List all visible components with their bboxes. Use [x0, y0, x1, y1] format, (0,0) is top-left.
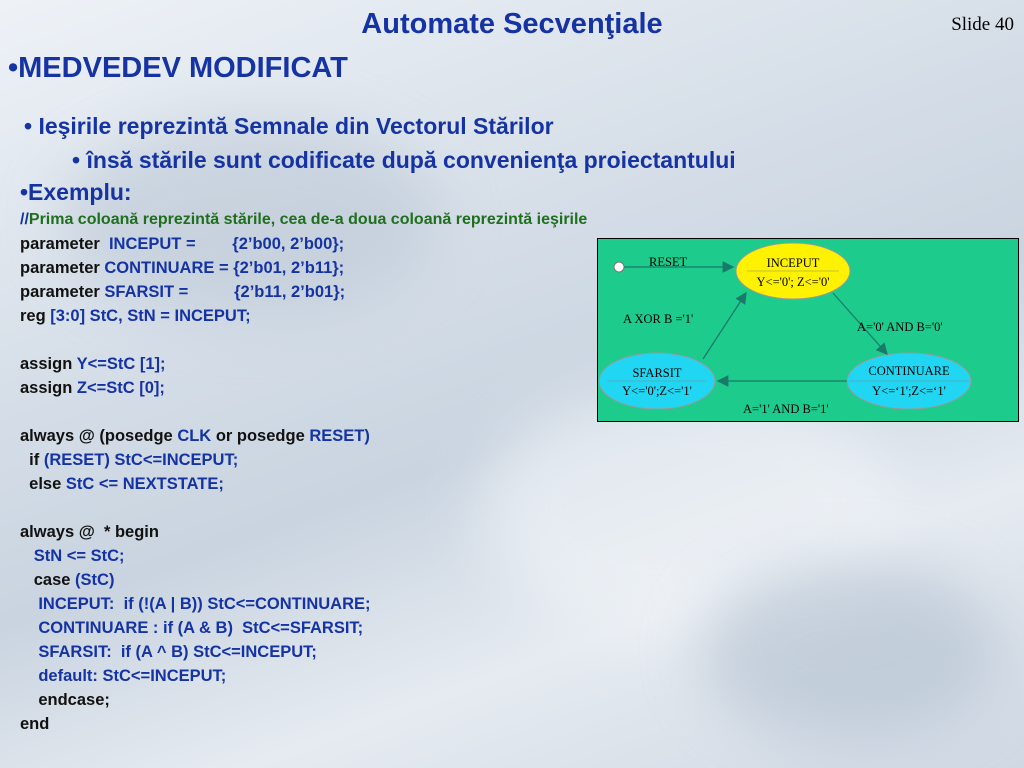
code-keyword: reg [20, 307, 51, 325]
transition-label-continuare-sfarsit: A='1' AND B='1' [743, 402, 829, 416]
code-line [20, 619, 363, 638]
code-keyword: always @ * begin [20, 523, 159, 541]
comment-prefix: // [20, 211, 29, 228]
code-line [20, 355, 166, 374]
code-keyword: parameter [20, 259, 105, 277]
code-keyword: case [20, 571, 76, 589]
code-value: Y<=StC [1]; [76, 355, 166, 373]
state-continuare-output: Y<=‘1';Z<=‘1' [872, 384, 946, 398]
code-keyword: assign [20, 379, 77, 397]
slide-number: Slide 40 [951, 14, 1014, 35]
comment-text: Prima coloană reprezintă stările, cea de-a doua coloană reprezintă ieşirile [28, 211, 588, 228]
code-value: INCEPUT: if (!(A | B)) StC<=CONTINUARE; [38, 595, 371, 613]
reset-start-dot [614, 262, 624, 272]
code-value: StC <= NEXTSTATE; [65, 475, 224, 493]
slide-title: Automate Secvenţiale [361, 8, 663, 40]
code-keyword [20, 667, 38, 685]
code-line [20, 547, 125, 566]
reset-label: RESET [649, 255, 688, 269]
code-line [20, 667, 226, 686]
code-line [20, 451, 238, 470]
state-sfarsit-name: SFARSIT [632, 366, 682, 380]
code-line [20, 523, 159, 542]
bullet-example: •Exemplu: [20, 179, 132, 205]
code-keyword: else [20, 475, 66, 493]
code-value: RESET) [309, 427, 370, 445]
code-value: SFARSIT = {2’b11, 2’b01}; [104, 283, 346, 301]
bullet-encoding: • însă stările sunt codificate după convenienţa proiectantului [72, 147, 736, 173]
code-keyword: endcase; [20, 691, 110, 709]
code-keyword: parameter [20, 283, 105, 301]
code-value: SFARSIT: if (A ^ B) StC<=INCEPUT; [38, 643, 317, 661]
state-sfarsit-output: Y<='0';Z<='1' [622, 384, 692, 398]
code-value: (StC) [75, 571, 115, 589]
transition-label-inceput-continuare: A='0' AND B='0' [857, 320, 943, 334]
code-keyword [20, 547, 34, 565]
code-keyword: always @ (posedge [20, 427, 178, 445]
background-decoration [700, 560, 1000, 740]
code-line [20, 595, 371, 614]
code-line [20, 643, 317, 662]
code-keyword: assign [20, 355, 77, 373]
slide-subtitle: •MEDVEDEV MODIFICAT [8, 52, 348, 84]
bullet-outputs: • Ieşirile reprezintă Semnale din Vectorul Stărilor [24, 113, 554, 139]
code-line [20, 715, 49, 734]
code-comment [20, 211, 587, 229]
code-line [20, 691, 110, 710]
state-continuare-name: CONTINUARE [868, 364, 950, 378]
state-inceput-name: INCEPUT [766, 256, 820, 270]
code-value: Z<=StC [0]; [76, 379, 165, 397]
code-value: StN <= StC; [33, 547, 125, 565]
code-value: CONTINUARE : if (A & B) StC<=SFARSIT; [38, 619, 364, 637]
code-keyword [20, 595, 38, 613]
code-line [20, 379, 165, 398]
code-line [20, 427, 370, 446]
code-keyword: if [20, 451, 44, 469]
code-keyword [20, 619, 38, 637]
code-line [20, 283, 345, 302]
code-value: INCEPUT = {2’b00, 2’b00}; [108, 235, 345, 253]
code-value: (RESET) StC<=INCEPUT; [43, 451, 239, 469]
state-inceput-output: Y<='0'; Z<='0' [756, 275, 830, 289]
transition-label-sfarsit-inceput: A XOR B ='1' [623, 312, 694, 326]
code-value: [3:0] StC, StN = INCEPUT; [50, 307, 251, 325]
code-value: CLK [177, 427, 212, 445]
code-value: default: StC<=INCEPUT; [38, 667, 227, 685]
code-keyword: or posedge [211, 427, 310, 445]
code-keyword: parameter [20, 235, 109, 253]
code-keyword: end [20, 715, 50, 733]
code-line [20, 475, 224, 494]
code-line [20, 259, 344, 278]
code-keyword [20, 643, 38, 661]
state-diagram [597, 238, 1019, 422]
code-line [20, 235, 344, 254]
code-line [20, 571, 114, 590]
code-line [20, 307, 251, 326]
code-value: CONTINUARE = {2’b01, 2’b11}; [104, 259, 345, 277]
